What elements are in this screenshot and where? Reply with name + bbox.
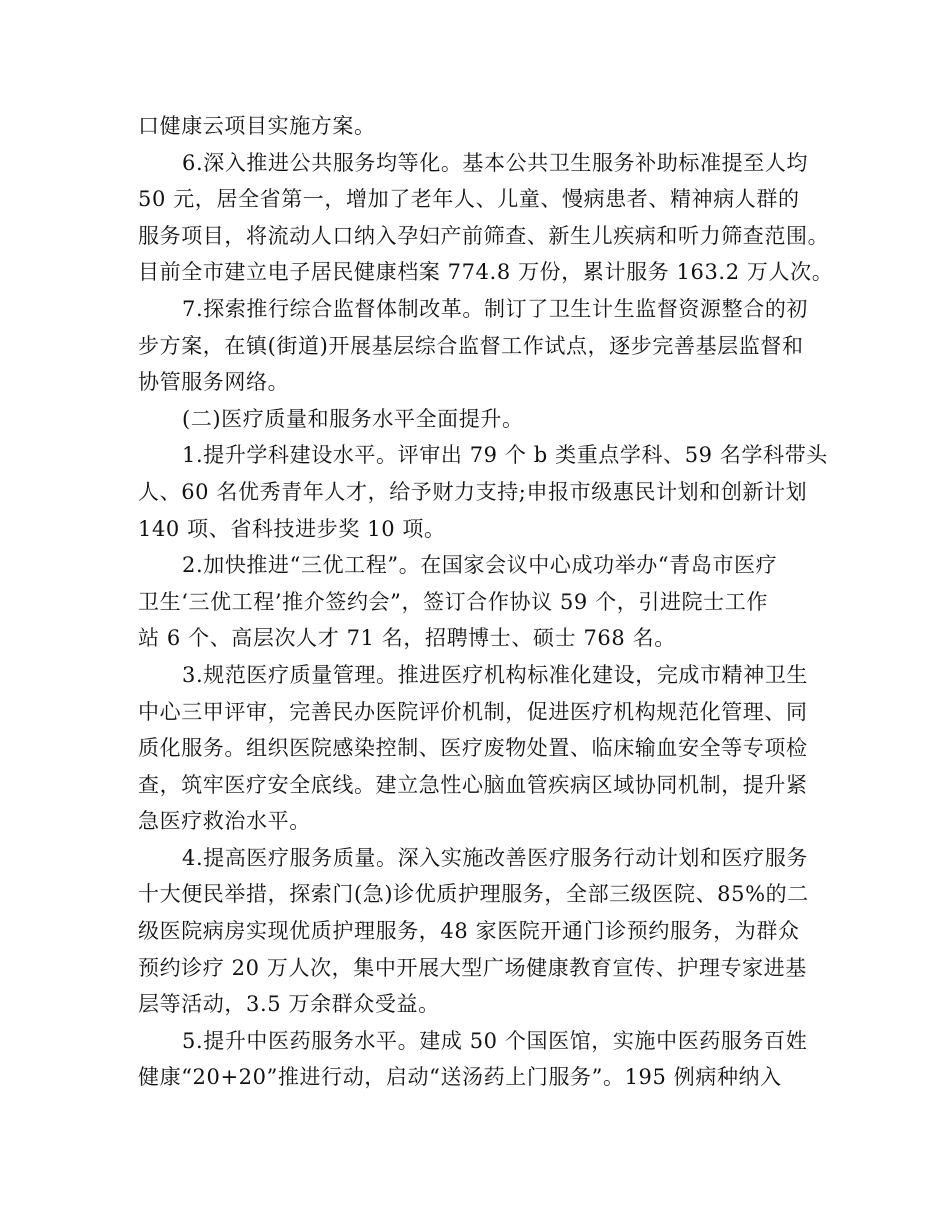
text-line: 4.提高医疗服务质量。深入实施改善医疗服务行动计划和医疗服务 xyxy=(182,845,809,870)
text-line: (二)医疗质量和服务水平全面提升。 xyxy=(182,406,524,431)
text-line: 6.深入推进公共服务均等化。基本公共卫生服务补助标准提至人均 xyxy=(182,150,809,175)
text-line: 140 项、省科技进步奖 10 项。 xyxy=(138,516,446,541)
text-line: 中心三甲评审，完善民办医院评价机制，促进医疗机构规范化管理、同 xyxy=(138,699,808,724)
text-line: 50 元，居全省第一，增加了老年人、儿童、慢病患者、精神病人群的 xyxy=(138,187,800,212)
text-line: 级医院病房实现优质护理服务，48 家医院开通门诊预约服务，为群众 xyxy=(138,919,800,944)
text-line: 十大便民举措，探索门(急)诊优质护理服务，全部三级医院、85%的二 xyxy=(138,882,809,907)
body-text xyxy=(138,108,834,1096)
text-line: 预约诊疗 20 万人次，集中开展大型广场健康教育宣传、护理专家进基 xyxy=(138,955,807,980)
text-line: 卫生‘三优工程’推介签约会”，签订合作协议 59 个，引进院士工作 xyxy=(138,589,768,614)
text-line: 3.规范医疗质量管理。推进医疗机构标准化建设，完成市精神卫生 xyxy=(182,662,809,687)
text-line: 层等活动，3.5 万余群众受益。 xyxy=(138,992,440,1017)
text-line: 站 6 个、高层次人才 71 名，招聘博士、硕士 768 名。 xyxy=(138,626,676,651)
text-line: 2.加快推进“三优工程”。在国家会议中心成功举办“青岛市医疗 xyxy=(182,553,778,578)
text-line: 查，筑牢医疗安全底线。建立急性心脑血管疾病区域协同机制，提升紧 xyxy=(138,772,808,797)
text-line: 人、60 名优秀青年人才，给予财力支持;申报市级惠民计划和创新计划 xyxy=(138,479,808,504)
text-line: 服务项目，将流动人口纳入孕妇产前筛查、新生儿疾病和听力筛查范围。 xyxy=(138,223,830,248)
text-line: 目前全市建立电子居民健康档案 774.8 万份，累计服务 163.2 万人次。 xyxy=(138,260,834,285)
text-line: 口健康云项目实施方案。 xyxy=(138,114,376,138)
text-line: 质化服务。组织医院感染控制、医疗废物处置、临床输血安全等专项检 xyxy=(138,736,808,761)
text-line: 急医疗救治水平。 xyxy=(138,809,311,834)
text-line: 协管服务网络。 xyxy=(138,370,290,395)
text-line: 5.提升中医药服务水平。建成 50 个国医馆，实施中医药服务百姓 xyxy=(182,1028,808,1053)
text-line: 7.探索推行综合监督体制改革。制订了卫生计生监督资源整合的初 xyxy=(182,296,809,321)
text-line: 健康“20+20”推进行动，启动“送汤药上门服务”。195 例病种纳入 xyxy=(138,1065,782,1090)
text-line: 1.提升学科建设水平。评审出 79 个 b 类重点学科、59 名学科带头 xyxy=(182,443,828,468)
text-line: 步方案，在镇(街道)开展基层综合监督工作试点，逐步完善基层监督和 xyxy=(138,333,804,358)
